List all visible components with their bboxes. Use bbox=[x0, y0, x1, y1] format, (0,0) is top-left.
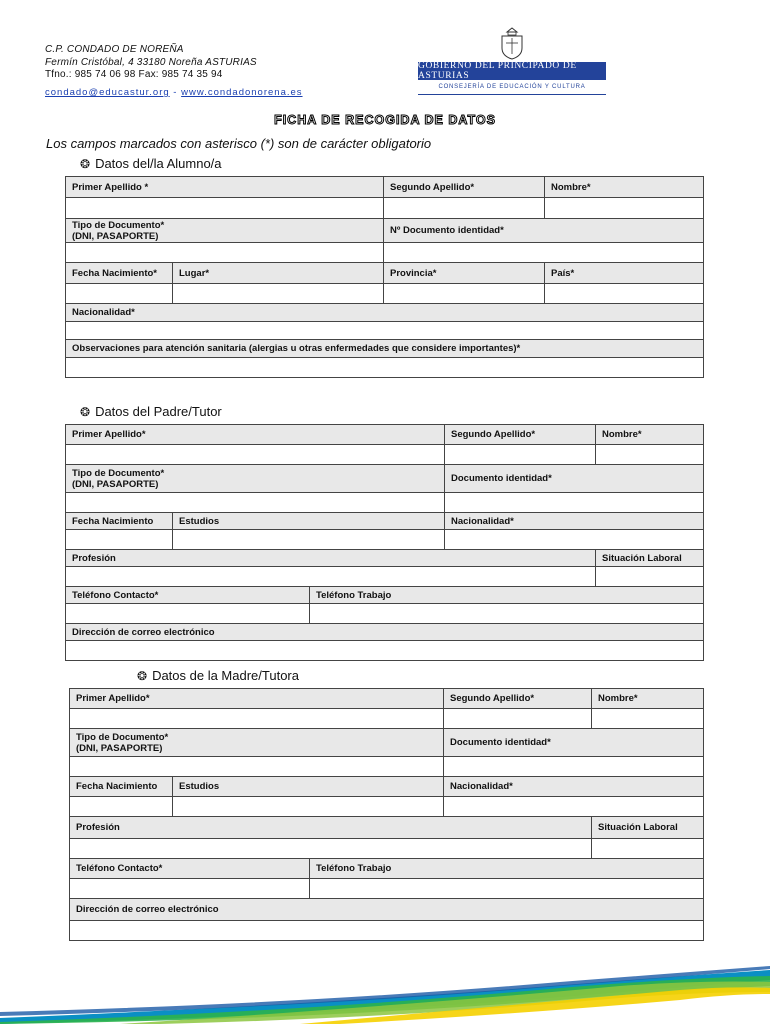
coat-of-arms-icon bbox=[498, 26, 526, 60]
label-tipo-documento bbox=[70, 729, 444, 757]
label-segundo-apellido: Segundo Apellido* bbox=[384, 177, 545, 198]
label-telefono-contacto: Teléfono Contacto* bbox=[70, 859, 310, 879]
input-documento[interactable] bbox=[444, 757, 704, 777]
label-profesion: Profesión bbox=[70, 817, 592, 839]
section-bullet-icon: ❂ bbox=[137, 669, 148, 683]
section-title: Datos del Padre/Tutor bbox=[95, 404, 222, 419]
label-pais: País* bbox=[545, 263, 704, 284]
input-primer-apellido[interactable] bbox=[66, 445, 445, 465]
label-tipo-documento bbox=[66, 219, 384, 243]
section-heading-padre bbox=[80, 404, 222, 419]
label-email: Dirección de correo electrónico bbox=[66, 624, 704, 641]
label-nombre: Nombre* bbox=[545, 177, 704, 198]
input-num-documento[interactable] bbox=[384, 243, 704, 263]
label-tipo-documento-line1: Tipo de Documento* bbox=[76, 731, 169, 743]
input-segundo-apellido[interactable] bbox=[444, 709, 592, 729]
input-primer-apellido[interactable] bbox=[70, 709, 444, 729]
link-separator: - bbox=[169, 87, 182, 98]
label-num-documento: Nº Documento identidad* bbox=[384, 219, 704, 243]
input-telefono-contacto[interactable] bbox=[66, 604, 310, 624]
label-tipo-documento-line2: (DNI, PASAPORTE) bbox=[72, 478, 159, 490]
input-tipo-documento[interactable] bbox=[70, 757, 444, 777]
input-fecha-nacimiento[interactable] bbox=[70, 797, 173, 817]
input-situacion-laboral[interactable] bbox=[596, 567, 704, 587]
website-link[interactable]: www.condadonorena.es bbox=[181, 87, 303, 98]
input-tipo-documento[interactable] bbox=[66, 243, 384, 263]
input-email[interactable] bbox=[66, 641, 704, 661]
contact-links bbox=[45, 87, 303, 98]
government-logo: GOBIERNO DEL PRINCIPADO DE ASTURIAS bbox=[418, 62, 606, 80]
label-provincia: Provincia* bbox=[384, 263, 545, 284]
section-bullet-icon: ❂ bbox=[80, 405, 91, 419]
input-segundo-apellido[interactable] bbox=[445, 445, 596, 465]
alumno-table bbox=[65, 176, 704, 378]
label-tipo-documento-line2: (DNI, PASAPORTE) bbox=[76, 742, 163, 754]
label-documento: Documento identidad* bbox=[445, 465, 704, 493]
input-estudios[interactable] bbox=[173, 530, 445, 550]
input-fecha-nacimiento[interactable] bbox=[66, 530, 173, 550]
section-title: Datos de la Madre/Tutora bbox=[152, 668, 299, 683]
label-segundo-apellido: Segundo Apellido* bbox=[444, 689, 592, 709]
input-observaciones[interactable] bbox=[66, 358, 704, 378]
input-email[interactable] bbox=[70, 921, 704, 941]
label-tipo-documento-line2: (DNI, PASAPORTE) bbox=[72, 230, 159, 242]
label-lugar: Lugar* bbox=[173, 263, 384, 284]
input-nombre[interactable] bbox=[592, 709, 704, 729]
mandatory-note: Los campos marcados con asterisco (*) son de carácter obligatorio bbox=[46, 136, 432, 151]
label-primer-apellido: Primer Apellido * bbox=[66, 177, 384, 198]
input-primer-apellido[interactable] bbox=[66, 198, 384, 219]
label-tipo-documento-line1: Tipo de Documento* bbox=[72, 467, 165, 479]
input-telefono-trabajo[interactable] bbox=[310, 879, 704, 899]
label-nacionalidad: Nacionalidad* bbox=[444, 777, 704, 797]
school-phone: Tfno.: 985 74 06 98 Fax: 985 74 35 94 bbox=[45, 69, 223, 80]
input-profesion[interactable] bbox=[70, 839, 592, 859]
label-telefono-trabajo: Teléfono Trabajo bbox=[310, 587, 704, 604]
label-nombre: Nombre* bbox=[596, 425, 704, 445]
input-tipo-documento[interactable] bbox=[66, 493, 445, 513]
input-nacionalidad[interactable] bbox=[444, 797, 704, 817]
label-situacion-laboral: Situación Laboral bbox=[592, 817, 704, 839]
input-documento[interactable] bbox=[445, 493, 704, 513]
input-fecha-nacimiento[interactable] bbox=[66, 284, 173, 304]
label-fecha-nacimiento: Fecha Nacimiento bbox=[66, 513, 173, 530]
section-heading-madre bbox=[137, 668, 299, 683]
school-address: Fermín Cristóbal, 4 33180 Noreña ASTURIAS bbox=[45, 57, 257, 68]
label-documento: Documento identidad* bbox=[444, 729, 704, 757]
label-profesion: Profesión bbox=[66, 550, 596, 567]
section-heading-alumno bbox=[80, 156, 222, 171]
label-nacionalidad: Nacionalidad* bbox=[445, 513, 704, 530]
section-title: Datos del/la Alumno/a bbox=[95, 156, 222, 171]
label-primer-apellido: Primer Apellido* bbox=[70, 689, 444, 709]
label-nombre: Nombre* bbox=[592, 689, 704, 709]
label-fecha-nacimiento: Fecha Nacimiento bbox=[70, 777, 173, 797]
label-email: Dirección de correo electrónico bbox=[70, 899, 704, 921]
input-situacion-laboral[interactable] bbox=[592, 839, 704, 859]
footer-swoosh-decoration bbox=[0, 960, 770, 1024]
label-observaciones: Observaciones para atención sanitaria (alergias u otras enfermedades que considere importantes)* bbox=[66, 340, 704, 358]
padre-table bbox=[65, 424, 704, 661]
label-fecha-nacimiento: Fecha Nacimiento* bbox=[66, 263, 173, 284]
school-name: C.P. CONDADO DE NOREÑA bbox=[45, 44, 184, 55]
input-pais[interactable] bbox=[545, 284, 704, 304]
input-nombre[interactable] bbox=[545, 198, 704, 219]
label-tipo-documento-line1: Tipo de Documento* bbox=[72, 219, 165, 231]
label-tipo-documento bbox=[66, 465, 445, 493]
input-provincia[interactable] bbox=[384, 284, 545, 304]
label-primer-apellido: Primer Apellido* bbox=[66, 425, 445, 445]
label-nacionalidad: Nacionalidad* bbox=[66, 304, 704, 322]
input-nacionalidad[interactable] bbox=[445, 530, 704, 550]
section-bullet-icon: ❂ bbox=[80, 157, 91, 171]
input-lugar[interactable] bbox=[173, 284, 384, 304]
label-estudios: Estudios bbox=[173, 513, 445, 530]
label-estudios: Estudios bbox=[173, 777, 444, 797]
label-segundo-apellido: Segundo Apellido* bbox=[445, 425, 596, 445]
label-situacion-laboral: Situación Laboral bbox=[596, 550, 704, 567]
input-segundo-apellido[interactable] bbox=[384, 198, 545, 219]
input-nombre[interactable] bbox=[596, 445, 704, 465]
input-nacionalidad[interactable] bbox=[66, 322, 704, 340]
government-department: CONSEJERÍA DE EDUCACIÓN Y CULTURA bbox=[418, 84, 606, 95]
label-telefono-contacto: Teléfono Contacto* bbox=[66, 587, 310, 604]
input-telefono-trabajo[interactable] bbox=[310, 604, 704, 624]
input-profesion[interactable] bbox=[66, 567, 596, 587]
label-telefono-trabajo: Teléfono Trabajo bbox=[310, 859, 704, 879]
input-estudios[interactable] bbox=[173, 797, 444, 817]
email-link[interactable]: condado@educastur.org bbox=[45, 87, 170, 98]
input-telefono-contacto[interactable] bbox=[70, 879, 310, 899]
form-title: FICHA DE RECOGIDA DE DATOS bbox=[274, 113, 496, 127]
madre-table bbox=[69, 688, 704, 941]
